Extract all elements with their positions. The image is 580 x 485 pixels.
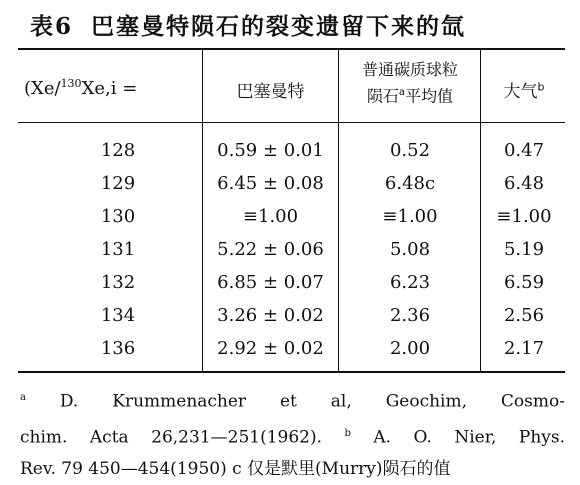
cell-isotope: 134 [100,305,136,326]
footnote-line [20,418,565,454]
cell-bassemont: 0.59 ± 0.01 [217,140,324,161]
footnote-mark-a: a [20,392,26,403]
cell-bassemont: 3.26 ± 0.02 [217,305,324,326]
table-row [18,266,565,299]
table-row [18,134,565,167]
table-row [18,299,565,332]
table-row [18,167,565,200]
cell-isotope: 130 [100,206,136,227]
footnote-text: chim. Acta 26,231—251(1962). [20,427,345,448]
cell-atmosphere: 6.48 [503,173,545,194]
cell-bassemont: ≡1.00 [242,206,299,227]
table-body [18,134,565,365]
cell-chondrite: 2.36 [389,305,431,326]
cell-bassemont: 5.22 ± 0.06 [217,239,324,260]
table-header-rule [18,122,565,123]
table-top-rule [18,48,565,50]
header-chondrite-average [340,58,480,107]
cell-atmosphere: 0.47 [503,140,545,161]
table-row [18,332,565,365]
header-chondrite-footnote-mark: a [398,87,406,98]
cell-bassemont: 2.92 ± 0.02 [217,338,324,359]
cell-chondrite: 6.23 [389,272,431,293]
header-atmosphere-text: 大气 [503,82,538,102]
cell-chondrite: ≡1.00 [382,206,438,227]
footnote-text: A. O. Nier, Phys. [350,427,565,448]
cell-chondrite: 5.08 [389,239,431,260]
cell-atmosphere: ≡1.00 [496,206,552,227]
cell-chondrite: 2.00 [389,338,431,359]
cell-atmosphere: 2.56 [503,305,545,326]
cell-chondrite: 0.52 [389,140,431,161]
header-isotope-ratio-sup: 130 [60,77,82,90]
footnote-mark-b: b [344,427,351,439]
header-chondrite-line2-post: 平均值 [405,86,454,106]
header-atmosphere [482,77,566,102]
footnote-text: D. Krummenacher et al, Geochim, Cosmo- [25,391,565,412]
cell-atmosphere: 6.59 [503,272,545,293]
cell-bassemont: 6.45 ± 0.08 [217,173,324,194]
cell-atmosphere: 2.17 [503,338,545,359]
header-chondrite-line2 [340,81,480,107]
cell-bassemont: 6.85 ± 0.07 [217,272,324,293]
footnote-line [20,382,565,418]
header-isotope-ratio-pre: (Xe/ [24,78,61,99]
cell-isotope: 129 [100,173,136,194]
footnote-line [20,453,565,485]
header-chondrite-line2-pre: 陨石 [366,86,399,106]
cell-isotope: 132 [100,272,136,293]
cell-isotope: 131 [100,239,136,260]
cell-isotope: 128 [100,140,136,161]
cell-isotope: 136 [100,338,136,359]
footnote-text: Rev. 79 450—454(1950) c 仅是默里(Murry)陨石的值 [20,459,451,480]
table-bottom-rule [18,371,565,373]
cell-chondrite: 6.48c [384,173,436,194]
header-isotope-ratio [24,77,200,99]
cell-atmosphere: 5.19 [503,239,545,260]
table-number: 表6 [30,13,74,40]
table-caption [30,8,560,41]
header-bassemont: 巴塞曼特 [236,82,305,102]
table-footnotes [20,382,565,485]
header-atmosphere-footnote-mark: b [537,80,545,94]
table-row [18,200,565,233]
header-isotope-ratio-post: Xe,i = [81,78,138,99]
table-row [18,233,565,266]
header-chondrite-line1: 普通碳质球粒 [361,60,458,79]
table-title: 巴塞曼特陨石的裂变遗留下来的氙 [91,13,467,40]
